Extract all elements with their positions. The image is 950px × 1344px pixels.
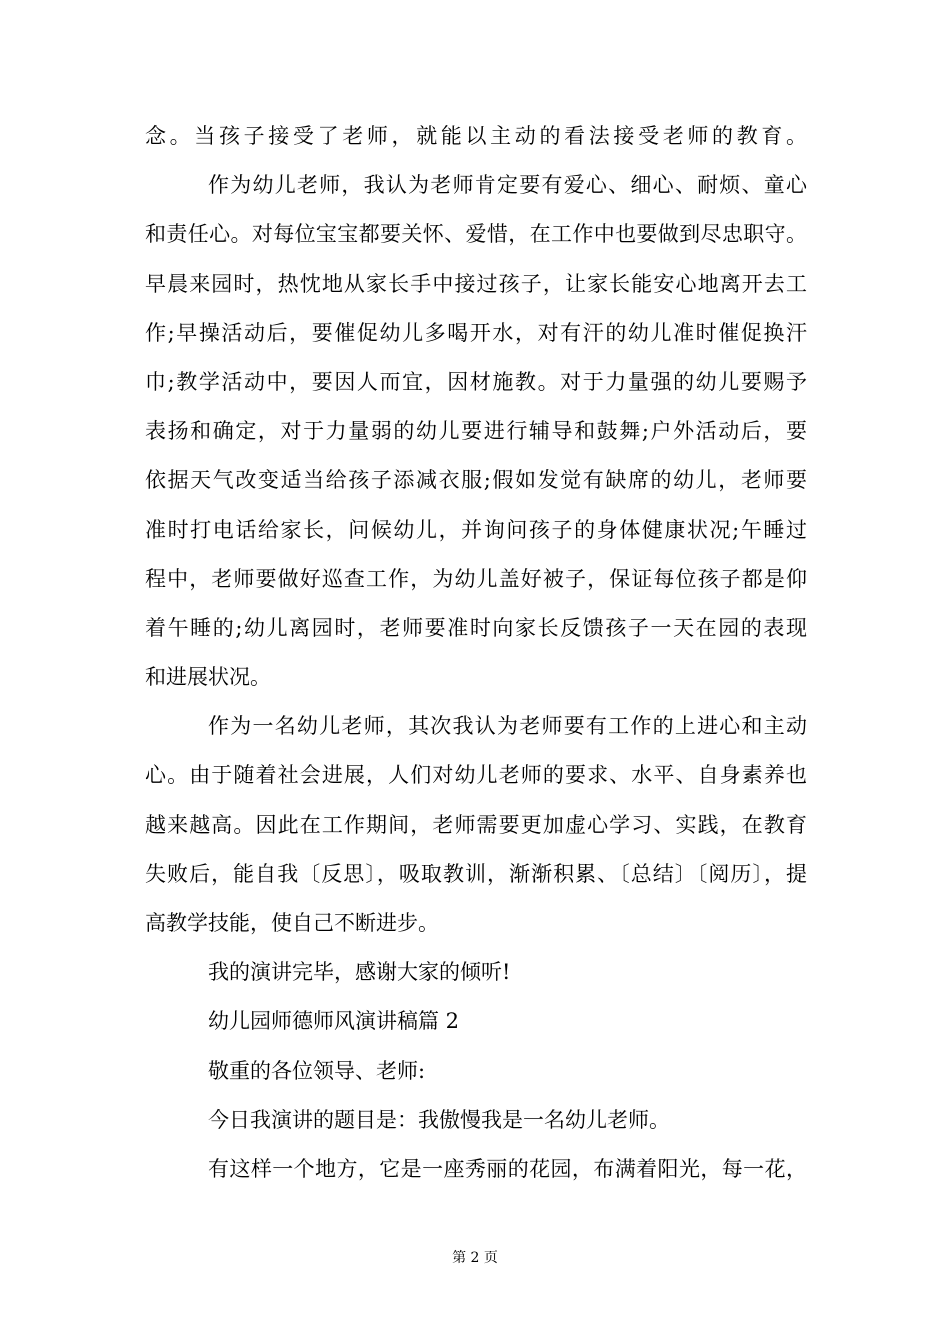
text-line: 和进展状况。 — [145, 665, 271, 690]
page-number: 第 2 页 — [452, 1250, 498, 1266]
text-line: 有这样一个地方，它是一座秀丽的花园，布满着阳光，每一花， — [208, 1156, 807, 1181]
text-line: 心。由于随着社会进展，人们对幼儿老师的要求、水平、自身素养也 — [145, 763, 807, 788]
text-line: 高教学技能，使自己不断进步。 — [145, 911, 439, 935]
salutation: 敬重的各位领导、老师: — [208, 1058, 426, 1083]
text-line: 和责任心。对每位宝宝都要关怀、爱惜，在工作中也要做到尽忠职守。 — [145, 222, 807, 247]
text-line: 早晨来园时，热忱地从家长手中接过孩子，让家长能安心地离开去工 — [145, 271, 807, 296]
text-line: 准时打电话给家长，问候幼儿，并询问孩子的身体健康状况;午睡过 — [145, 517, 807, 542]
text-line: 我的演讲完毕，感谢大家的倾听! — [208, 960, 511, 985]
text-line: 作;早操活动后，要催促幼儿多喝开水，对有汗的幼儿准时催促换汗 — [145, 320, 807, 345]
text-line: 表扬和确定，对于力量弱的幼儿要进行辅导和鼓舞;户外活动后，要 — [145, 419, 807, 444]
text-line: 巾;教学活动中，要因人而宜，因材施教。对于力量强的幼儿要赐予 — [145, 369, 807, 394]
text-line: 作为一名幼儿老师，其次我认为老师要有工作的上进心和主动 — [208, 714, 807, 739]
text-line: 失败后，能自我〔反思〕，吸取教训，渐渐积累、〔总结〕〔阅历〕，提 — [145, 861, 807, 886]
text-line: 着午睡的;幼儿离园时，老师要准时向家长反馈孩子一天在园的表现 — [145, 615, 807, 640]
body-text — [145, 112, 807, 1194]
text-line: 念。当孩子接受了老师，就能以主动的看法接受老师的教育。 — [145, 124, 807, 148]
text-line: 作为幼儿老师，我认为老师肯定要有爱心、细心、耐烦、童心 — [208, 173, 807, 198]
section-heading: 幼儿园师德师风演讲稿篇 2 — [208, 1009, 460, 1034]
text-line: 越来越高。因此在工作期间，老师需要更加虚心学习、实践，在教育 — [145, 812, 807, 837]
text-line: 今日我演讲的题目是：我傲慢我是一名幼儿老师。 — [208, 1107, 670, 1132]
text-line: 程中，老师要做好巡查工作，为幼儿盖好被子，保证每位孩子都是仰 — [145, 566, 807, 591]
text-line: 依据天气改变适当给孩子添减衣服;假如发觉有缺席的幼儿，老师要 — [145, 468, 807, 493]
